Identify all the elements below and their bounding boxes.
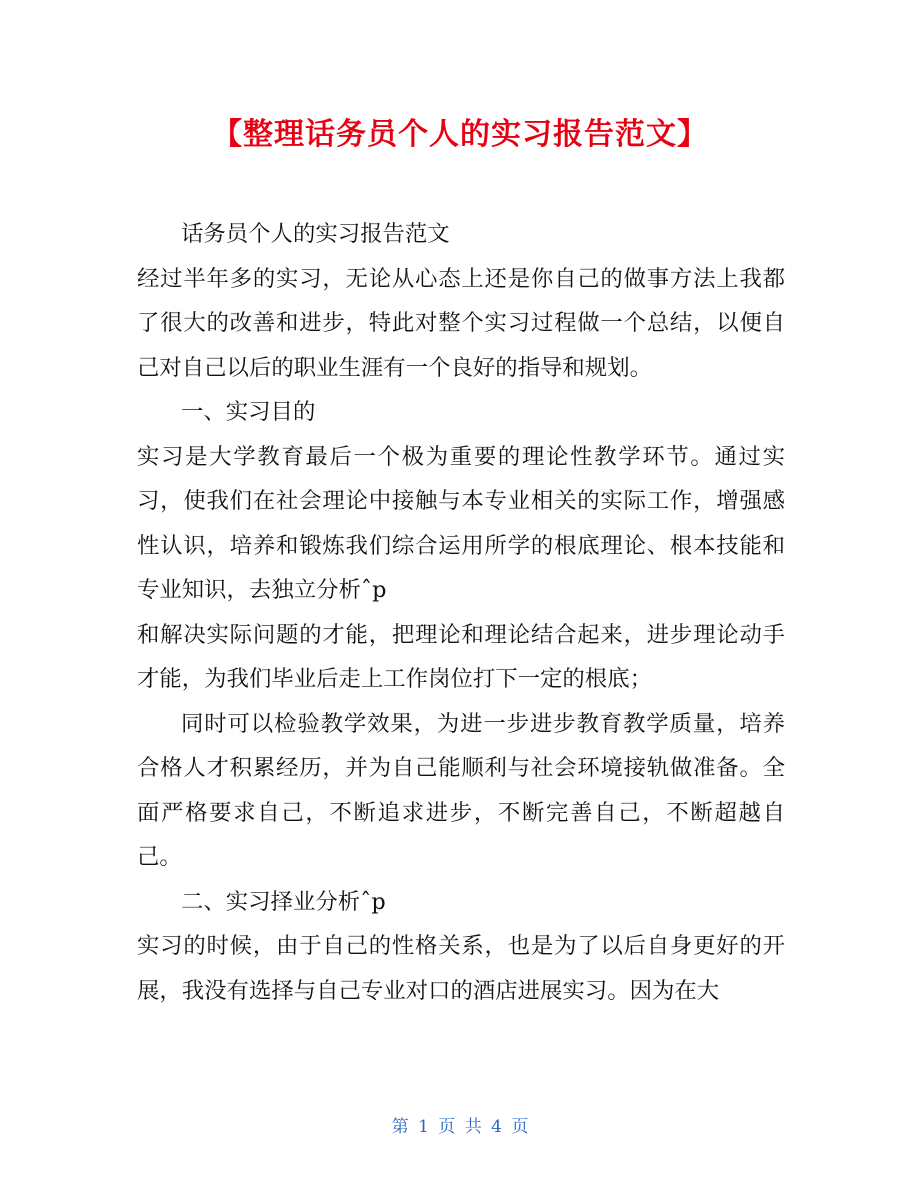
document-title: 【整理话务员个人的实习报告范文】 [212, 117, 708, 152]
paragraph: 话务员个人的实习报告范文 [181, 221, 450, 247]
section-heading: 一、实习目的 [181, 399, 316, 425]
section-heading: 二、实习择业分析ˆp [181, 888, 386, 915]
paragraph: 经过半年多的实习，无论从心态上还是你自己的做事方法上我都了很大的改善和进步，特此对整个实习过程做一个总结，以便自己对自己以后的职业生涯有一个良好的指导和规划。 [137, 265, 785, 381]
paragraph: 和解决实际问题的才能，把理论和理论结合起来，进步理论动手才能，为我们毕业后走上工作岗位打下一定的根底； [137, 621, 785, 692]
paragraph: 实习是大学教育最后一个极为重要的理论性教学环节。通过实习，使我们在社会理论中接触与本专业相关的实际工作，增强感性认识，培养和锻炼我们综合运用所学的根底理论、根本技能和专业知识，去独立分析ˆp [137, 443, 785, 603]
page-footer: 第 1 页 共 4 页 [391, 1117, 529, 1137]
paragraph: 同时可以检验教学效果，为进一步进步教育教学质量，培养合格人才积累经历，并为自己能顺利与社会环境接轨做准备。全面严格要求自己，不断追求进步，不断完善自己，不断超越自己。 [137, 710, 785, 870]
paragraph: 实习的时候，由于自己的性格关系，也是为了以后自身更好的开展，我没有选择与自己专业对口的酒店进展实习。因为在大 [137, 933, 785, 1004]
document-body [137, 212, 785, 1013]
